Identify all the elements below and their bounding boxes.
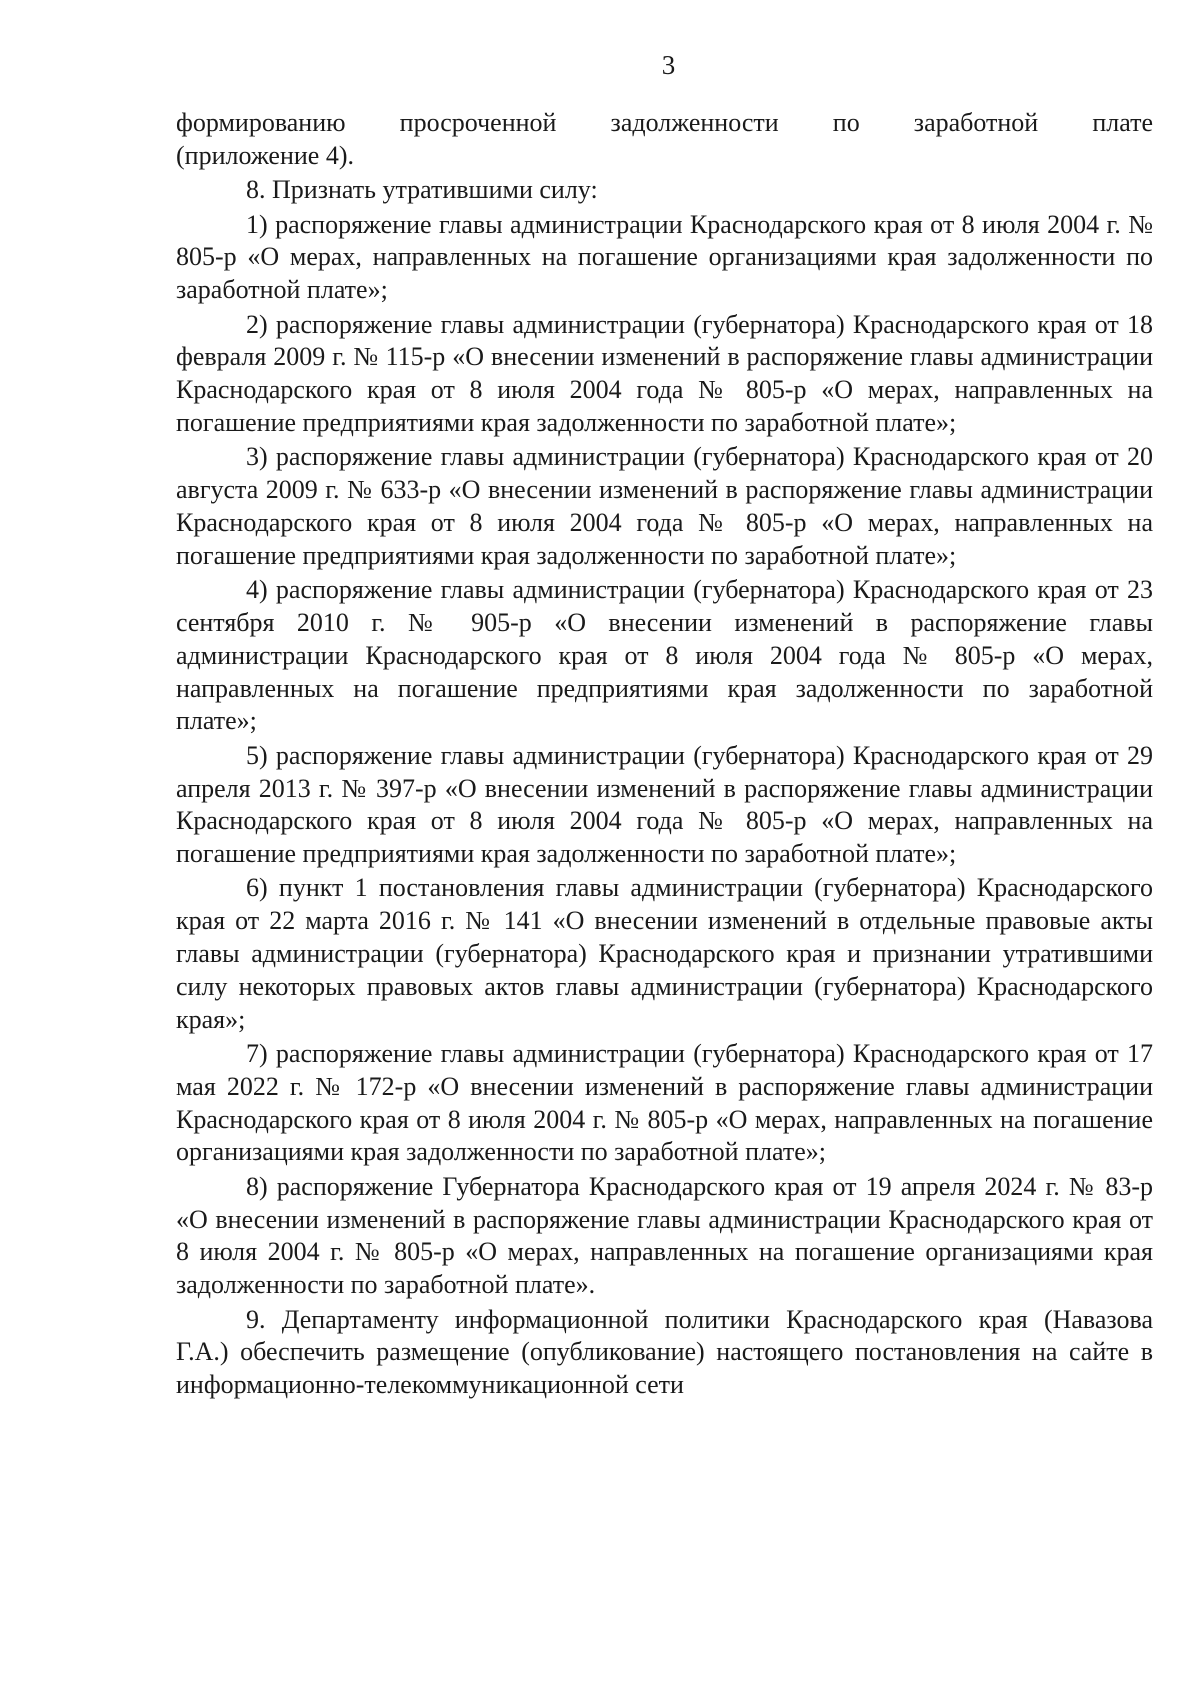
item-9-paragraph: 9. Департаменту информационной политики Краснодарского края (Навазова Г.А.) обеспечить размещение (опубликование) настоящего постановления на сайте в информационно-телекоммуникационной сети — [176, 1304, 1153, 1400]
repealed-act-2: 2) распоряжение главы администрации (губернатора) Краснодарского края от 18 февраля 2009 г. № 115-р «О внесении изменений в распоряжение главы администрации Краснодарского края от 8 июля 2004 года № 805-р «О мерах, направленных на погашение предприятиями края задолженности по заработной плате»; — [176, 309, 1153, 437]
repealed-act-3: 3) распоряжение главы администрации (губернатора) Краснодарского края от 20 августа 2009 г. № 633-р «О внесении изменений в распоряжение главы администрации Краснодарского края от 8 июля 2004 года № 805-р «О мерах, направленных на погашение предприятиями края задолженности по заработной плате»; — [176, 442, 1153, 570]
repealed-act-5: 5) распоряжение главы администрации (губернатора) Краснодарского края от 29 апреля 2013 г. № 397-р «О внесении изменений в распоряжение главы администрации Краснодарского края от 8 июля 2004 года № 805-р «О мерах, направленных на погашение предприятиями края задолженности по заработной плате»; — [176, 740, 1153, 869]
document-body — [176, 107, 1153, 1404]
page-number: 3 — [661, 50, 676, 80]
repealed-act-1: 1) распоряжение главы администрации Краснодарского края от 8 июля 2004 г. № 805-р «О мерах, направленных на погашение организациями края задолженности по заработной плате»; — [176, 209, 1153, 305]
repealed-act-8: 8) распоряжение Губернатора Краснодарского края от 19 апреля 2024 г. № 83-р «О внесении изменений в распоряжение главы администрации Краснодарского края от 8 июля 2004 г. № 805-р «О мерах, направленных на погашение организациями края задолженности по заработной плате». — [176, 1171, 1153, 1300]
repealed-act-4: 4) распоряжение главы администрации (губернатора) Краснодарского края от 23 сентября 2010 г. № 905-р «О внесении изменений в распоряжение главы администрации Краснодарского края от 8 июля 2004 года № 805-р «О мерах, направленных на погашение предприятиями края задолженности по заработной плате»; — [176, 575, 1153, 736]
continued-paragraph — [176, 107, 1153, 173]
repealed-act-6: 6) пункт 1 постановления главы администрации (губернатора) Краснодарского края от 22 марта 2016 г. № 141 «О внесении изменений в отдельные правовые акты главы администрации (губернатора) Краснодарского края и признании утратившими силу некоторых правовых актов главы администрации (губернатора) Краснодарского края»; — [176, 873, 1153, 1034]
continued-paragraph-line-2: (приложение 4). — [176, 140, 355, 170]
repealed-act-7: 7) распоряжение главы администрации (губернатора) Краснодарского края от 17 мая 2022 г. № 172-р «О внесении изменений в распоряжение главы администрации Краснодарского края от 8 июля 2004 г. № 805-р «О мерах, направленных на погашение организациями края задолженности по заработной плате»; — [176, 1039, 1153, 1167]
continued-paragraph-line-1: формированию просроченной задолженности по заработной плате — [176, 108, 1153, 137]
item-8-heading: 8. Признать утратившими силу: — [246, 175, 598, 205]
